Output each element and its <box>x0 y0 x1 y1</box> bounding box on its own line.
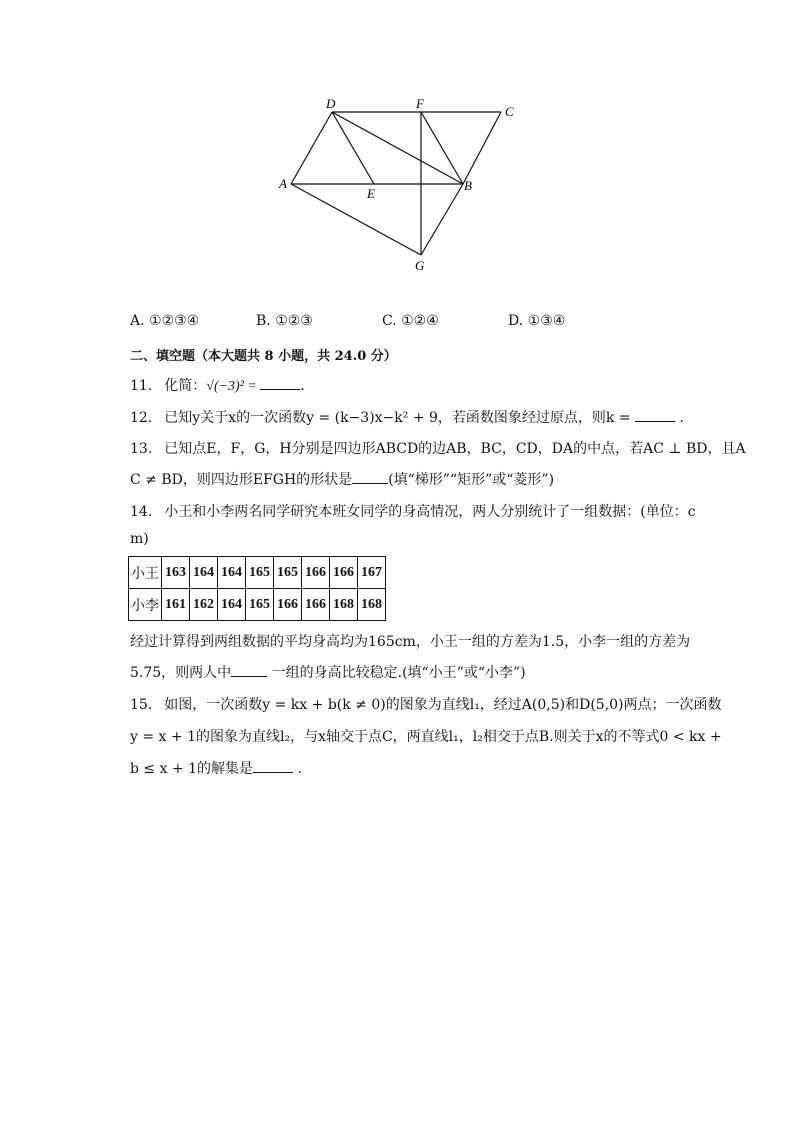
segment-BG <box>421 184 463 255</box>
question-text: 化简： <box>164 378 207 394</box>
table-row <box>129 589 386 621</box>
question-text: 如图，一次函数y = kx + b(k ≠ 0)的图象为直线l₁，经过A(0,5)和D(5,0)两点；一次函数 <box>164 697 722 713</box>
segment-CB <box>463 112 501 184</box>
quadrilateral-diagram <box>270 90 530 280</box>
question-text: b ≤ x + 1的解集是 <box>130 761 254 777</box>
math-expression: √(−3)² = <box>206 379 261 394</box>
question-number: 11. <box>130 378 153 394</box>
height-table <box>128 556 386 621</box>
table-cell: 168 <box>330 589 358 621</box>
choice-letter: C. <box>382 313 397 329</box>
question-14 <box>130 501 696 521</box>
table-cell: 163 <box>162 557 190 589</box>
question-13 <box>130 438 746 458</box>
label-F: F <box>416 96 424 111</box>
question-text: (填“梯形”“矩形”或“菱形”) <box>388 472 555 488</box>
choice-letter: D. <box>508 313 524 329</box>
answer-blank[interactable] <box>253 758 293 773</box>
question-text: 5.75，则两人中 <box>130 665 232 681</box>
segment-DE <box>332 112 374 184</box>
choice-text: ①②③ <box>275 313 313 329</box>
question-13-cont <box>130 469 554 489</box>
segment-AG <box>291 184 421 255</box>
question-number: 14. <box>130 504 153 520</box>
table-cell: 166 <box>302 589 330 621</box>
choice-c <box>382 313 508 329</box>
row-name: 小李 <box>129 589 162 621</box>
table-cell: 164 <box>190 557 218 589</box>
table-cell: 161 <box>162 589 190 621</box>
choice-text: ①②④ <box>401 313 439 329</box>
label-C: C <box>505 104 514 119</box>
question-text: 已知y关于x的一次函数y = (k−3)x−k² + 9，若函数图象经过原点，则k = <box>164 410 636 426</box>
table-cell: 165 <box>274 557 302 589</box>
question-15-cont: y = x + 1的图象为直线l₂，与x轴交于点C，两直线l₁，l₂相交于点B.则关于x的不等式0 < kx + <box>130 729 722 745</box>
question-number: 13. <box>130 441 153 457</box>
question-text: 一组的身高比较稳定.(填“小王”或“小李”) <box>267 665 526 681</box>
label-D: D <box>326 96 336 111</box>
choice-letter: A. <box>130 313 145 329</box>
choice-text: ①②③④ <box>149 313 200 329</box>
question-14-text-cont <box>130 662 526 682</box>
table-cell: 164 <box>218 589 246 621</box>
table-cell: 165 <box>246 557 274 589</box>
table-row <box>129 557 386 589</box>
table-cell: 162 <box>190 589 218 621</box>
table-cell: 166 <box>302 557 330 589</box>
table-cell: 165 <box>246 589 274 621</box>
question-12 <box>130 407 684 427</box>
geometry-figure <box>270 90 530 280</box>
table-cell: 166 <box>274 589 302 621</box>
answer-blank[interactable] <box>231 662 267 677</box>
question-11 <box>130 375 305 395</box>
question-14-unit: m) <box>130 531 149 547</box>
question-end: . <box>679 410 684 426</box>
choice-letter: B. <box>256 313 271 329</box>
answer-blank[interactable] <box>352 469 388 484</box>
question-number: 15. <box>130 697 153 713</box>
question-text: C ≠ BD，则四边形EFGH的形状是 <box>130 472 353 488</box>
table-cell: 166 <box>330 557 358 589</box>
question-15-cont2 <box>130 758 302 778</box>
section-title: 二、填空题（本大题共 8 小题，共 24.0 分） <box>130 349 397 364</box>
answer-blank[interactable] <box>260 375 300 390</box>
label-B: B <box>464 178 472 193</box>
choice-b <box>256 313 382 329</box>
label-A: A <box>279 176 287 191</box>
segment-AD <box>291 112 332 184</box>
question-number: 12. <box>130 410 153 426</box>
question-text: 小王和小李两名同学研究本班女同学的身高情况，两人分别统计了一组数据：(单位：c <box>164 504 696 520</box>
label-G: G <box>415 258 425 273</box>
question-end: . <box>300 378 305 394</box>
answer-choices <box>130 313 634 329</box>
choice-d <box>508 313 634 329</box>
segment-DB <box>332 112 463 184</box>
segment-FB <box>421 112 463 184</box>
answer-blank[interactable] <box>635 407 675 422</box>
table-cell: 168 <box>358 589 386 621</box>
question-end: . <box>293 761 302 777</box>
table-cell: 164 <box>218 557 246 589</box>
label-E: E <box>367 186 375 201</box>
question-text: 已知点E，F，G，H分别是四边形ABCD的边AB，BC，CD，DA的中点，若AC ⊥ BD，且A <box>164 441 746 457</box>
question-15 <box>130 694 722 714</box>
row-name: 小王 <box>129 557 162 589</box>
choice-a <box>130 313 256 329</box>
choice-text: ①③④ <box>527 313 566 329</box>
question-14-text: 经过计算得到两组数据的平均身高均为165cm，小王一组的方差为1.5，小李一组的方差为 <box>130 634 691 650</box>
table-cell: 167 <box>358 557 386 589</box>
